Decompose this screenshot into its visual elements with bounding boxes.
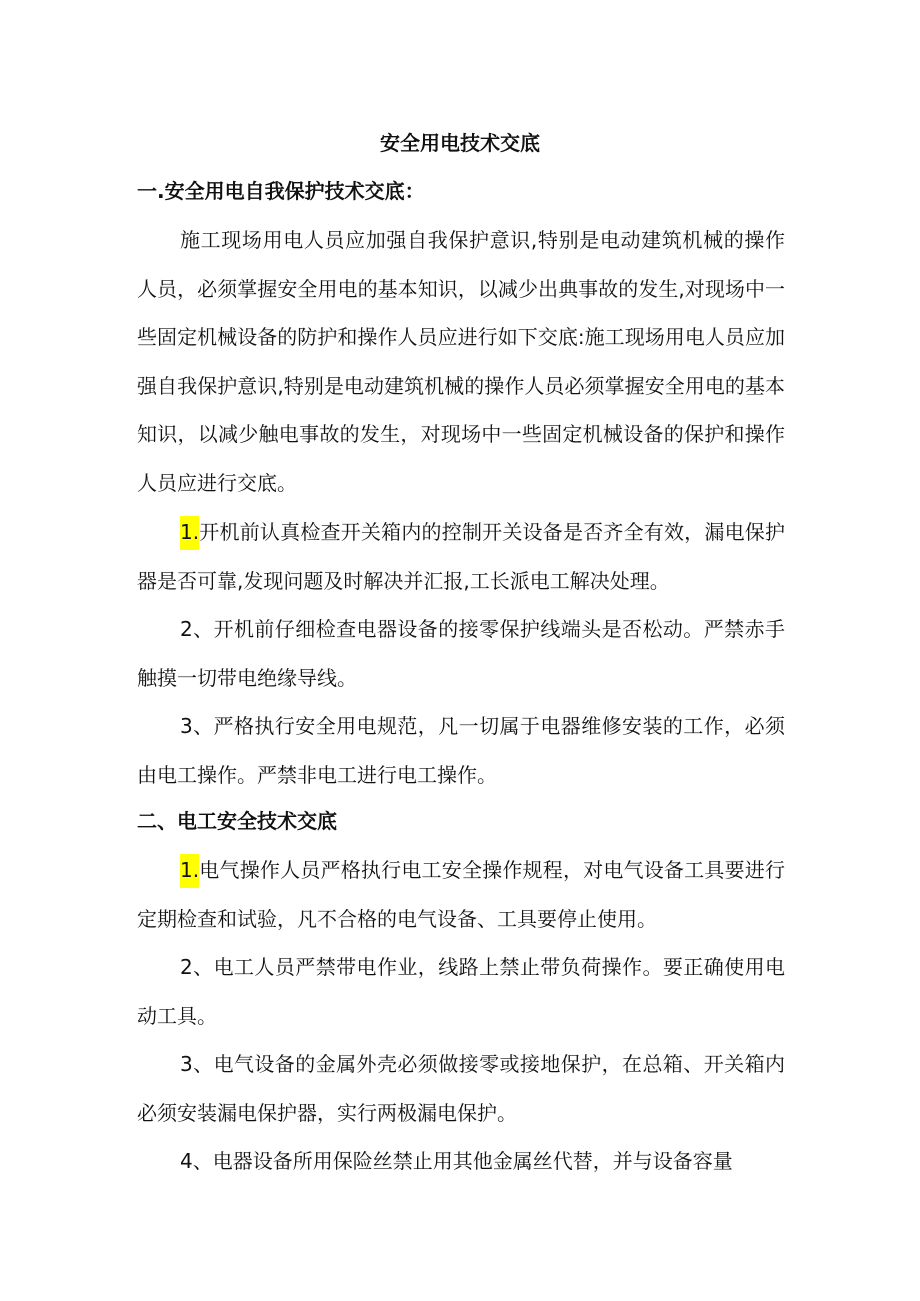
item-number-highlight: 1. bbox=[180, 516, 199, 550]
section1-item-3 bbox=[137, 702, 785, 799]
item-number: 2、 bbox=[180, 955, 214, 979]
item-number-highlight: 1. bbox=[180, 854, 199, 888]
document-title: 安全用电技术交底 bbox=[380, 131, 540, 155]
section2-item-4 bbox=[137, 1137, 785, 1186]
item-number: 4、 bbox=[180, 1149, 213, 1173]
section2-item-2 bbox=[137, 943, 785, 1040]
item-text: 电气操作人员严格执行电工安全操作规程，对电气设备工具要进行定期检查和试验，凡不合格的电气设备、工具要停止使用。 bbox=[137, 858, 785, 931]
item-text: 开机前认真检查开关箱内的控制开关设备是否齐全有效，漏电保护器是否可靠,发现问题及时解决并汇报,工长派电工解决处理。 bbox=[137, 520, 785, 593]
section2-item-3 bbox=[137, 1040, 785, 1137]
section1-intro: 施工现场用电人员应加强自我保护意识,特别是电动建筑机械的操作人员，必须掌握安全用电的基本知识，以减少出典事故的发生,对现场中一些固定机械设备的防护和操作人员应进行如下交底:施工现场用电人员应加强自我保护意识,特别是电动建筑机械的操作人员必须掌握安全用电的基本知识，以减少触电事故的发生，对现场中一些固定机械设备的保护和操作人员应进行交底。 bbox=[137, 228, 785, 495]
item-text: 严格执行安全用电规范，凡一切属于电器维修安装的工作，必须由电工操作。严禁非电工进行电工操作。 bbox=[137, 714, 785, 787]
section2-item-1 bbox=[137, 846, 785, 943]
item-number: 2、 bbox=[180, 617, 214, 641]
item-text: 电器设备所用保险丝禁止用其他金属丝代替，并与设备容量 bbox=[212, 1149, 733, 1173]
item-text: 开机前仔细检查电器设备的接零保护线端头是否松动。严禁赤手触摸一切带电绝缘导线。 bbox=[137, 617, 785, 690]
item-number: 3、 bbox=[180, 714, 214, 738]
item-number: 3、 bbox=[180, 1052, 214, 1076]
item-text: 电气设备的金属外壳必须做接零或接地保护，在总箱、开关箱内必须安装漏电保护器，实行两极漏电保护。 bbox=[137, 1052, 785, 1125]
item-text: 电工人员严禁带电作业，线路上禁止带负荷操作。要正确使用电动工具。 bbox=[137, 955, 785, 1028]
section2-heading: 二、电工安全技术交底 bbox=[137, 809, 337, 833]
section1-item-2 bbox=[137, 605, 785, 702]
section1-item-1 bbox=[137, 508, 785, 605]
section1-heading: 一.安全用电自我保护技术交底： bbox=[137, 179, 425, 203]
